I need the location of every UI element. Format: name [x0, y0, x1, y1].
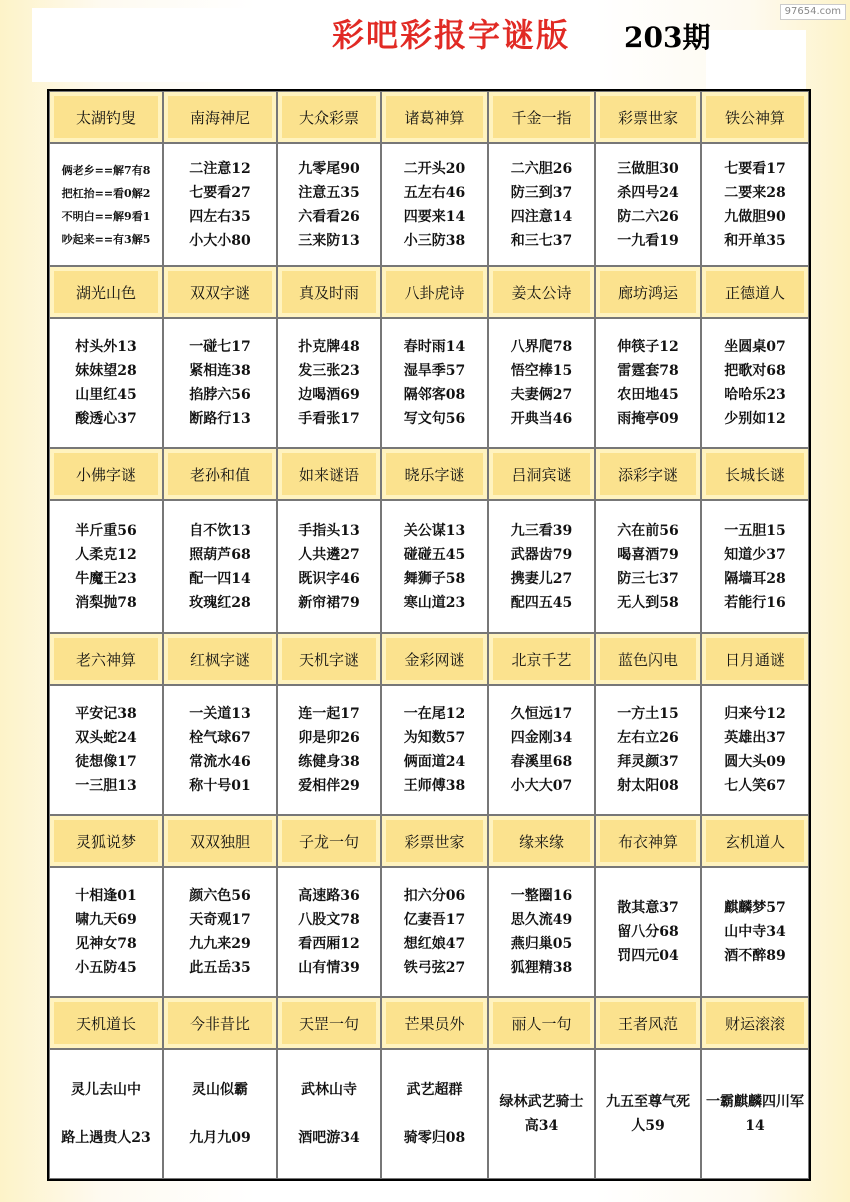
prediction-cell	[701, 685, 809, 815]
prediction-cell	[381, 318, 488, 448]
prediction-cell	[701, 867, 809, 997]
header-row	[49, 448, 809, 500]
prediction-line: 把歌对68	[724, 363, 786, 379]
prediction-line: 春时雨14	[403, 339, 466, 355]
column-header: 双双字谜	[163, 266, 277, 318]
prediction-cell	[163, 1049, 277, 1179]
prediction-line: 罚四元04	[617, 948, 679, 964]
prediction-line: 防三七37	[617, 570, 679, 587]
prediction-line: 俩老乡==解7有8	[61, 163, 151, 177]
prediction-line: 妹妹望28	[75, 363, 137, 379]
prediction-line: 小大大07	[510, 778, 573, 794]
column-header: 王者风范	[595, 997, 701, 1049]
prediction-line: 十相逢01	[75, 888, 137, 904]
prediction-line: 九三看39	[510, 522, 573, 539]
prediction-line: 六看看26	[298, 208, 360, 225]
prediction-cell	[49, 500, 163, 633]
prediction-cell	[488, 685, 595, 815]
spacer	[278, 1102, 380, 1126]
prediction-line: 圆大头09	[724, 754, 786, 770]
prediction-cell	[595, 685, 701, 815]
prediction-line: 九做胆90	[724, 208, 786, 225]
prediction-line: 若能行16	[724, 594, 786, 611]
prediction-cell	[381, 867, 488, 997]
prediction-cell	[701, 500, 809, 633]
column-header: 真及时雨	[277, 266, 381, 318]
prediction-line: 一方土15	[617, 706, 679, 722]
prediction-line: 颜六色56	[189, 888, 251, 904]
prediction-line: 路上遇贵人23	[61, 1130, 151, 1146]
header-row	[49, 266, 809, 318]
prediction-line: 一整圈16	[510, 888, 573, 904]
prediction-line: 吵起来==有3解5	[61, 232, 151, 246]
header-row	[49, 633, 809, 685]
column-header: 正德道人	[701, 266, 809, 318]
prediction-cell	[163, 685, 277, 815]
prediction-line: 久恒远17	[510, 706, 573, 722]
column-header: 八卦虎诗	[381, 266, 488, 318]
column-header: 布衣神算	[595, 815, 701, 867]
column-header: 廊坊鸿运	[595, 266, 701, 318]
prediction-line: 山有情39	[298, 960, 360, 976]
prediction-line: 扣六分06	[403, 888, 466, 904]
prediction-line: 七要看17	[724, 160, 786, 177]
prediction-line: 见神女78	[75, 936, 137, 952]
prediction-line: 六在前56	[617, 522, 679, 539]
prediction-line: 徒想像17	[75, 754, 137, 770]
prediction-line: 九五至尊气死人59	[606, 1094, 690, 1134]
prediction-line: 一碰七17	[189, 339, 251, 355]
header-row	[49, 91, 809, 143]
prediction-line: 消梨抛78	[75, 594, 137, 611]
prediction-line: 麒麟梦57	[724, 900, 786, 916]
prediction-line: 平安记38	[75, 706, 137, 722]
prediction-line: 一九看19	[617, 232, 679, 249]
column-header: 缘来缘	[488, 815, 595, 867]
spacer	[382, 1102, 487, 1126]
prediction-line: 九九来29	[189, 936, 251, 952]
prediction-cell	[277, 143, 381, 266]
prediction-line: 边喝酒69	[298, 387, 360, 403]
prediction-line: 湿旱季57	[403, 363, 466, 379]
prediction-line: 燕归巢05	[510, 936, 573, 952]
column-header: 红枫字谜	[163, 633, 277, 685]
column-header: 老孙和值	[163, 448, 277, 500]
prediction-line: 二要来28	[724, 184, 786, 201]
column-header: 天机道长	[49, 997, 163, 1049]
prediction-cell	[595, 318, 701, 448]
prediction-line: 此五岳35	[189, 960, 251, 976]
prediction-line: 山里红45	[75, 387, 137, 403]
prediction-cell	[163, 318, 277, 448]
prediction-line: 八股文78	[298, 912, 360, 928]
column-header: 吕洞宾谜	[488, 448, 595, 500]
prediction-line: 手指头13	[298, 522, 360, 539]
column-header: 添彩字谜	[595, 448, 701, 500]
prediction-line: 五左右46	[403, 184, 466, 201]
prediction-cell	[49, 1049, 163, 1179]
column-header: 南海神尼	[163, 91, 277, 143]
blank-white-side	[706, 30, 806, 92]
prediction-line: 和开单35	[724, 232, 786, 249]
prediction-line: 练健身38	[298, 754, 360, 770]
prediction-line: 牛魔王23	[75, 570, 137, 587]
prediction-line: 王师傅38	[403, 778, 466, 794]
prediction-line: 少别如12	[724, 411, 786, 427]
prediction-line: 双头蛇24	[75, 730, 137, 746]
prediction-line: 农田地45	[617, 387, 679, 403]
prediction-line: 思久流49	[510, 912, 573, 928]
prediction-cell	[595, 867, 701, 997]
prediction-line: 关公谋13	[403, 522, 466, 539]
prediction-line: 照葫芦68	[189, 546, 251, 563]
prediction-line: 常流水46	[189, 754, 251, 770]
prediction-line: 三来防13	[298, 232, 360, 249]
prediction-line: 春溪里68	[510, 754, 573, 770]
page-title: 彩吧彩报字谜版	[332, 16, 571, 54]
prediction-line: 为知数57	[403, 730, 466, 746]
prediction-line: 七人笑67	[724, 778, 786, 794]
blank-white-block	[32, 8, 300, 82]
prediction-line: 喝喜酒79	[617, 546, 679, 563]
prediction-line: 人共遴27	[298, 546, 360, 563]
prediction-cell	[381, 143, 488, 266]
prediction-cell	[277, 867, 381, 997]
column-header: 丽人一句	[488, 997, 595, 1049]
prediction-line: 开典当46	[510, 411, 573, 427]
prediction-line: 散其意37	[617, 900, 679, 916]
prediction-line: 小五防45	[75, 960, 137, 976]
prediction-line: 悟空棒15	[510, 363, 573, 379]
prediction-line: 俩面道24	[403, 754, 466, 770]
prediction-cell	[277, 318, 381, 448]
prediction-cell	[488, 500, 595, 633]
prediction-line: 灵山似霸	[192, 1082, 248, 1098]
prediction-line: 酸透心37	[75, 411, 137, 427]
prediction-line: 英雄出37	[724, 730, 786, 746]
prediction-line: 高速路36	[298, 888, 360, 904]
prediction-line: 一在尾12	[403, 706, 466, 722]
column-header: 千金一指	[488, 91, 595, 143]
prediction-line: 半斤重56	[75, 522, 137, 539]
prediction-line: 夫妻俩27	[510, 387, 573, 403]
prediction-line: 射太阳08	[617, 778, 679, 794]
prediction-cell	[595, 1049, 701, 1179]
prediction-line: 狐狸精38	[510, 960, 573, 976]
prediction-cell	[49, 867, 163, 997]
prediction-line: 卯是卯26	[298, 730, 360, 746]
prediction-line: 一关道13	[189, 706, 251, 722]
prediction-line: 连一起17	[298, 706, 360, 722]
prediction-cell	[163, 143, 277, 266]
prediction-line: 九零尾90	[298, 160, 360, 177]
prediction-cell	[49, 318, 163, 448]
prediction-line: 断路行13	[189, 411, 251, 427]
prediction-cell	[595, 143, 701, 266]
prediction-cell	[381, 500, 488, 633]
prediction-cell	[595, 500, 701, 633]
prediction-line: 二注意12	[189, 160, 251, 177]
column-header: 财运滚滚	[701, 997, 809, 1049]
riddle-table	[47, 89, 811, 1181]
prediction-line: 称十号01	[189, 778, 251, 794]
prediction-line: 杀四号24	[617, 184, 679, 201]
column-header: 太湖钓叟	[49, 91, 163, 143]
prediction-line: 扑克牌48	[298, 339, 360, 355]
prediction-line: 注意五35	[298, 184, 360, 201]
prediction-line: 和三七37	[510, 232, 573, 249]
prediction-line: 铁弓弦27	[403, 960, 466, 976]
prediction-line: 二开头20	[403, 160, 466, 177]
prediction-cell	[381, 685, 488, 815]
content-row	[49, 318, 809, 448]
column-header: 玄机道人	[701, 815, 809, 867]
prediction-line: 写文句56	[403, 411, 466, 427]
column-header: 今非昔比	[163, 997, 277, 1049]
prediction-line: 一三胆13	[75, 778, 137, 794]
prediction-line: 山中寺34	[724, 924, 786, 940]
column-header: 北京千艺	[488, 633, 595, 685]
header-row	[49, 997, 809, 1049]
column-header: 大众彩票	[277, 91, 381, 143]
prediction-line: 四注意14	[510, 208, 573, 225]
prediction-cell	[701, 1049, 809, 1179]
prediction-line: 隔墙耳28	[724, 570, 786, 587]
prediction-line: 八界爬78	[510, 339, 573, 355]
spacer	[50, 1102, 162, 1126]
prediction-line: 七要看27	[189, 184, 251, 201]
column-header: 天罡一句	[277, 997, 381, 1049]
content-row	[49, 867, 809, 997]
prediction-line: 知道少37	[724, 546, 786, 563]
prediction-line: 武林山寺	[301, 1082, 357, 1098]
column-header: 芒果员外	[381, 997, 488, 1049]
prediction-line: 无人到58	[617, 594, 679, 611]
content-row	[49, 685, 809, 815]
prediction-cell	[488, 867, 595, 997]
column-header: 铁公神算	[701, 91, 809, 143]
prediction-line: 灵儿去山中	[71, 1082, 141, 1098]
prediction-line: 携妻儿27	[510, 570, 573, 587]
prediction-line: 哈哈乐23	[724, 387, 786, 403]
prediction-cell	[277, 500, 381, 633]
prediction-cell	[488, 1049, 595, 1179]
column-header: 长城长谜	[701, 448, 809, 500]
prediction-line: 新帘裙79	[298, 594, 360, 611]
prediction-line: 拜灵颜37	[617, 754, 679, 770]
prediction-line: 四要来14	[403, 208, 466, 225]
column-header: 湖光山色	[49, 266, 163, 318]
prediction-cell	[277, 685, 381, 815]
column-header: 如来谜语	[277, 448, 381, 500]
content-row	[49, 500, 809, 633]
prediction-line: 坐圆桌07	[724, 339, 786, 355]
prediction-line: 配一四14	[189, 570, 251, 587]
blank-white-strip	[360, 52, 600, 88]
prediction-line: 酒吧游34	[298, 1130, 360, 1146]
prediction-line: 舞狮子58	[403, 570, 466, 587]
column-header: 彩票世家	[595, 91, 701, 143]
prediction-line: 三做胆30	[617, 160, 679, 177]
prediction-line: 四左右35	[189, 208, 251, 225]
column-header: 天机字谜	[277, 633, 381, 685]
prediction-line: 想红娘47	[403, 936, 466, 952]
prediction-cell	[488, 143, 595, 266]
content-row	[49, 143, 809, 266]
prediction-line: 四金刚34	[510, 730, 573, 746]
prediction-cell	[701, 143, 809, 266]
prediction-line: 酒不醉89	[724, 948, 786, 964]
column-header: 老六神算	[49, 633, 163, 685]
prediction-line: 玫瑰红28	[189, 594, 251, 611]
prediction-line: 亿妻吾17	[403, 912, 466, 928]
prediction-cell	[49, 143, 163, 266]
issue-number: 203期	[624, 21, 711, 54]
prediction-cell	[381, 1049, 488, 1179]
prediction-cell	[277, 1049, 381, 1179]
column-header: 日月通谜	[701, 633, 809, 685]
prediction-line: 防二六26	[617, 208, 679, 225]
prediction-line: 爱相伴29	[298, 778, 360, 794]
prediction-line: 武艺超群	[406, 1082, 463, 1098]
prediction-line: 小大小80	[189, 232, 251, 249]
prediction-line: 发三张23	[298, 363, 360, 379]
column-header: 姜太公诗	[488, 266, 595, 318]
prediction-line: 伸筷子12	[617, 339, 679, 355]
prediction-line: 九月九09	[189, 1130, 251, 1146]
prediction-line: 啸九天69	[75, 912, 137, 928]
prediction-line: 雷霆套78	[617, 363, 679, 379]
prediction-cell	[49, 685, 163, 815]
prediction-line: 左右立26	[617, 730, 679, 746]
prediction-line: 天奇观17	[189, 912, 251, 928]
prediction-line: 掐脖六56	[189, 387, 251, 403]
prediction-line: 碰碰五45	[403, 546, 466, 563]
prediction-line: 自不饮13	[189, 522, 251, 539]
column-header: 蓝色闪电	[595, 633, 701, 685]
prediction-line: 归来兮12	[724, 706, 786, 722]
prediction-cell	[163, 500, 277, 633]
prediction-line: 绿林武艺骑士高34	[499, 1094, 584, 1134]
prediction-line: 紧相连38	[189, 363, 251, 379]
column-header: 彩票世家	[381, 815, 488, 867]
prediction-line: 寒山道23	[403, 594, 466, 611]
prediction-line: 配四五45	[510, 594, 573, 611]
prediction-line: 二六胆26	[510, 160, 573, 177]
prediction-line: 留八分68	[617, 924, 679, 940]
prediction-line: 既识字46	[298, 570, 360, 587]
content-row	[49, 1049, 809, 1179]
prediction-line: 雨掩亭09	[617, 411, 679, 427]
column-header: 子龙一句	[277, 815, 381, 867]
prediction-line: 手看张17	[298, 411, 360, 427]
column-header: 小佛字谜	[49, 448, 163, 500]
prediction-line: 不明白==解9看1	[61, 209, 151, 223]
prediction-line: 一五胆15	[724, 522, 786, 539]
prediction-line: 武器齿79	[510, 546, 573, 563]
prediction-cell	[488, 318, 595, 448]
column-header: 灵狐说梦	[49, 815, 163, 867]
prediction-line: 隔邻客08	[403, 387, 466, 403]
column-header: 晓乐字谜	[381, 448, 488, 500]
column-header: 金彩网谜	[381, 633, 488, 685]
prediction-line: 看西厢12	[298, 936, 360, 952]
spacer	[164, 1102, 276, 1126]
column-header: 双双独胆	[163, 815, 277, 867]
prediction-line: 把杠抬==看0解2	[61, 186, 151, 200]
prediction-line: 防三到37	[510, 184, 573, 201]
prediction-line: 小三防38	[403, 232, 466, 249]
prediction-line: 栓气球67	[189, 730, 251, 746]
prediction-line: 一霸麒麟四川军14	[706, 1094, 804, 1134]
prediction-cell	[701, 318, 809, 448]
prediction-line: 村头外13	[75, 339, 137, 355]
watermark: 97654.com	[780, 4, 846, 20]
prediction-cell	[163, 867, 277, 997]
column-header: 诸葛神算	[381, 91, 488, 143]
prediction-line: 人柔克12	[75, 546, 137, 563]
header-row	[49, 815, 809, 867]
prediction-line: 骑零归08	[403, 1130, 466, 1146]
